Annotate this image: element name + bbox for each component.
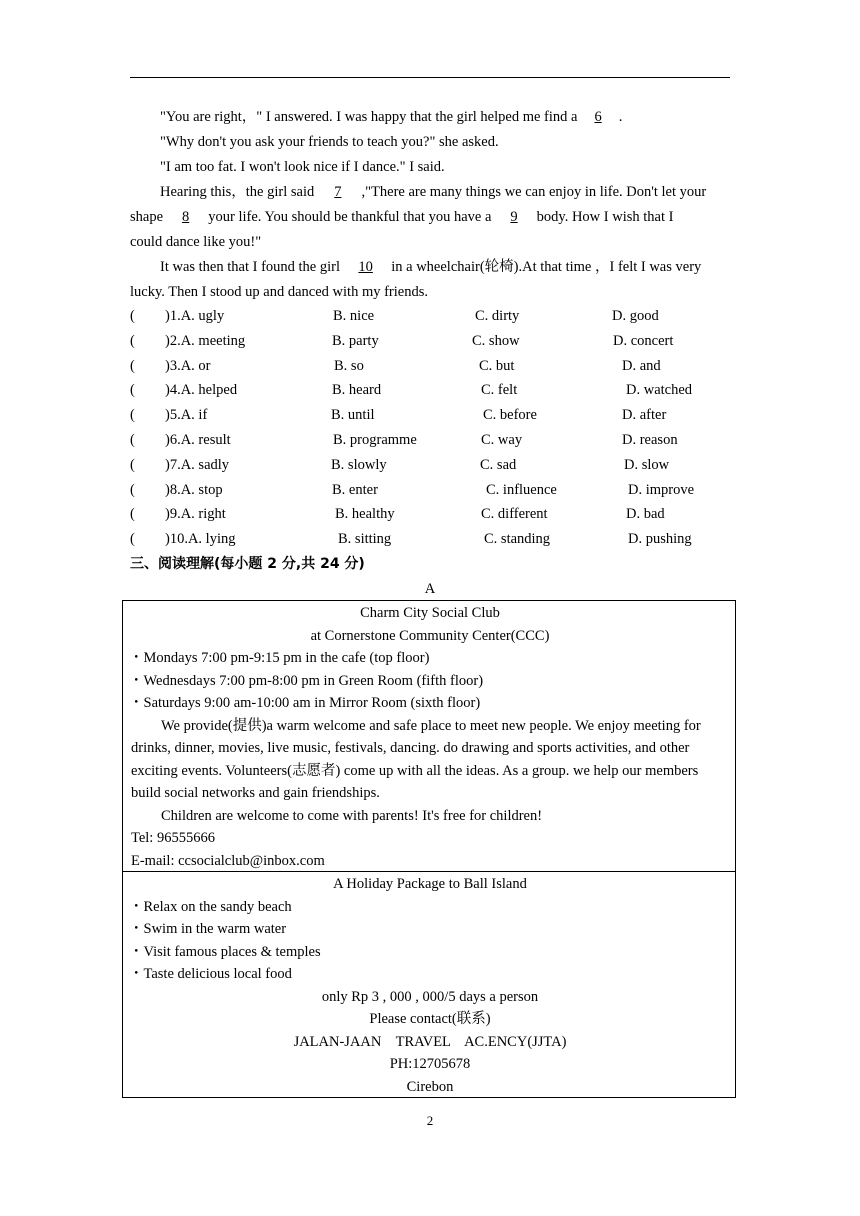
- ad-title: A Holiday Package to Ball Island: [333, 876, 527, 892]
- option-d: D. pushing: [628, 531, 692, 548]
- page-number: 2: [426, 1113, 434, 1128]
- schedule-item: ・Wednesdays 7:00 pm-8:00 pm in Green Room (fifth floor): [129, 673, 484, 689]
- option-a: )7.A. sadly: [165, 456, 230, 473]
- option-c: C. before: [483, 407, 537, 424]
- answer-paren: (: [130, 382, 135, 399]
- option-c: C. way: [481, 432, 523, 448]
- answer-paren: (: [130, 407, 135, 424]
- ad-agency: JALAN-JAAN TRAVEL AC.ENCY(JJTA): [293, 1034, 567, 1050]
- text: ,"There are many things we can enjoy in life. Don't let your: [361, 184, 707, 200]
- ad-holiday-package: [122, 871, 736, 1098]
- ad-tel: Tel: 96555666: [131, 830, 215, 846]
- text: It was then that I found the girl: [160, 259, 340, 275]
- text: in a wheelchair(轮椅).At that time ，I felt I was very: [391, 259, 702, 275]
- option-c: C. but: [479, 357, 515, 374]
- ad-city: Cirebon: [406, 1079, 454, 1095]
- option-d: D. improve: [628, 481, 695, 498]
- question-row: [130, 456, 730, 474]
- blank-7: 7: [334, 184, 342, 200]
- question-row: [130, 481, 730, 499]
- ad-body: exciting events. Volunteers(志愿者) come up with all the ideas. As a group. we help our members: [131, 763, 699, 779]
- ad-body: drinks, dinner, movies, live music, festivals, dancing. do drawing and sports activities, and other: [131, 740, 690, 756]
- passage-line: "Why don't you ask your friends to teach you?" she asked.: [160, 134, 499, 150]
- option-c: C. felt: [481, 382, 518, 399]
- question-row: [130, 332, 730, 350]
- text: body. How I wish that I: [536, 209, 674, 225]
- question-row: [130, 505, 730, 523]
- option-b: B. slowly: [331, 456, 387, 473]
- answer-paren: (: [130, 481, 135, 498]
- ad-children-note: Children are welcome to come with parents! It's free for children!: [161, 808, 543, 824]
- answer-paren: (: [130, 456, 135, 473]
- feature-item: ・Swim in the warm water: [129, 921, 287, 937]
- question-row: [130, 381, 730, 399]
- header-rule: [130, 77, 730, 78]
- option-c: C. different: [481, 506, 548, 523]
- schedule-item: ・Saturdays 9:00 am-10:00 am in Mirror Room (sixth floor): [129, 695, 481, 711]
- question-row: [130, 357, 730, 375]
- option-a: )3.A. or: [165, 357, 211, 374]
- passage-line: [160, 183, 730, 201]
- option-a: )10.A. lying: [165, 531, 236, 548]
- option-c: C. influence: [486, 481, 557, 498]
- ad-price: only Rp 3 , 000 , 000/5 days a person: [321, 989, 539, 1005]
- answer-paren: (: [130, 308, 135, 324]
- feature-item: ・Taste delicious local food: [129, 966, 292, 982]
- question-row: [130, 530, 730, 548]
- option-b: B. so: [334, 357, 364, 374]
- option-d: D. and: [622, 357, 661, 374]
- option-d: D. bad: [626, 506, 665, 523]
- text: "You are right，" I answered. I was happy that the girl helped me find a: [160, 109, 578, 125]
- blank-9: 9: [510, 209, 518, 225]
- option-b: B. party: [332, 332, 379, 349]
- ad-body: We provide(提供)a warm welcome and safe place to meet new people. We enjoy meeting for: [161, 718, 701, 734]
- question-row: [130, 431, 730, 449]
- ad-email: E-mail: ccsocialclub@inbox.com: [131, 853, 325, 869]
- feature-item: ・Visit famous places & temples: [129, 944, 321, 960]
- schedule-item: ・Mondays 7:00 pm-9:15 pm in the cafe (top floor): [129, 650, 430, 666]
- option-b: B. enter: [332, 481, 378, 498]
- option-c: C. dirty: [475, 308, 520, 324]
- option-d: D. watched: [626, 382, 693, 399]
- option-b: B. nice: [333, 308, 375, 324]
- text: shape: [130, 209, 164, 225]
- option-c: C. sad: [480, 456, 517, 473]
- answer-paren: (: [130, 357, 135, 374]
- answer-paren: (: [130, 432, 135, 448]
- option-b: B. heard: [332, 382, 382, 399]
- answer-paren: (: [130, 506, 135, 523]
- blank-6: 6: [594, 109, 602, 125]
- option-d: D. after: [622, 407, 667, 424]
- part-label: A: [424, 581, 436, 597]
- option-c: C. standing: [484, 531, 551, 548]
- passage-line: "I am too fat. I won't look nice if I dance." I said.: [160, 159, 445, 175]
- text: your life. You should be thankful that you have a: [208, 209, 492, 225]
- option-a: )4.A. helped: [165, 382, 238, 399]
- question-row: [130, 307, 730, 325]
- ad-body: build social networks and gain friendships.: [131, 785, 380, 801]
- blank-8: 8: [182, 209, 190, 225]
- text: Hearing this，the girl said: [160, 184, 315, 200]
- option-a: )5.A. if: [165, 407, 208, 424]
- passage-line: [160, 258, 730, 276]
- option-d: D. reason: [622, 432, 678, 448]
- option-c: C. show: [472, 332, 520, 349]
- option-b: B. healthy: [335, 506, 395, 523]
- ad-phone: PH:12705678: [389, 1056, 471, 1072]
- text: .: [618, 109, 623, 125]
- option-a: )1.A. ugly: [165, 308, 225, 324]
- option-a: )9.A. right: [165, 506, 226, 523]
- question-row: [130, 406, 730, 424]
- passage-line: lucky. Then I stood up and danced with my friends.: [130, 284, 428, 300]
- option-b: B. programme: [333, 432, 417, 448]
- ad-subtitle: at Cornerstone Community Center(CCC): [310, 628, 550, 644]
- passage-line: [130, 208, 730, 226]
- ad-social-club: [122, 600, 736, 872]
- passage-line: [160, 108, 730, 126]
- option-d: D. slow: [624, 456, 670, 473]
- answer-paren: (: [130, 531, 135, 548]
- option-a: )2.A. meeting: [165, 332, 246, 349]
- option-b: B. until: [331, 407, 375, 424]
- ad-contact: Please contact(联系): [369, 1011, 491, 1027]
- option-a: )6.A. result: [165, 432, 231, 448]
- passage-line: could dance like you!": [130, 234, 262, 250]
- section-title: 三、阅读理解(每小题 2 分,共 24 分): [130, 556, 365, 572]
- answer-paren: (: [130, 332, 135, 349]
- feature-item: ・Relax on the sandy beach: [129, 899, 292, 915]
- option-b: B. sitting: [338, 531, 392, 548]
- option-a: )8.A. stop: [165, 481, 223, 498]
- option-d: D. good: [612, 308, 659, 324]
- blank-10: 10: [358, 259, 373, 275]
- ad-title: Charm City Social Club: [360, 605, 500, 621]
- option-d: D. concert: [613, 332, 674, 349]
